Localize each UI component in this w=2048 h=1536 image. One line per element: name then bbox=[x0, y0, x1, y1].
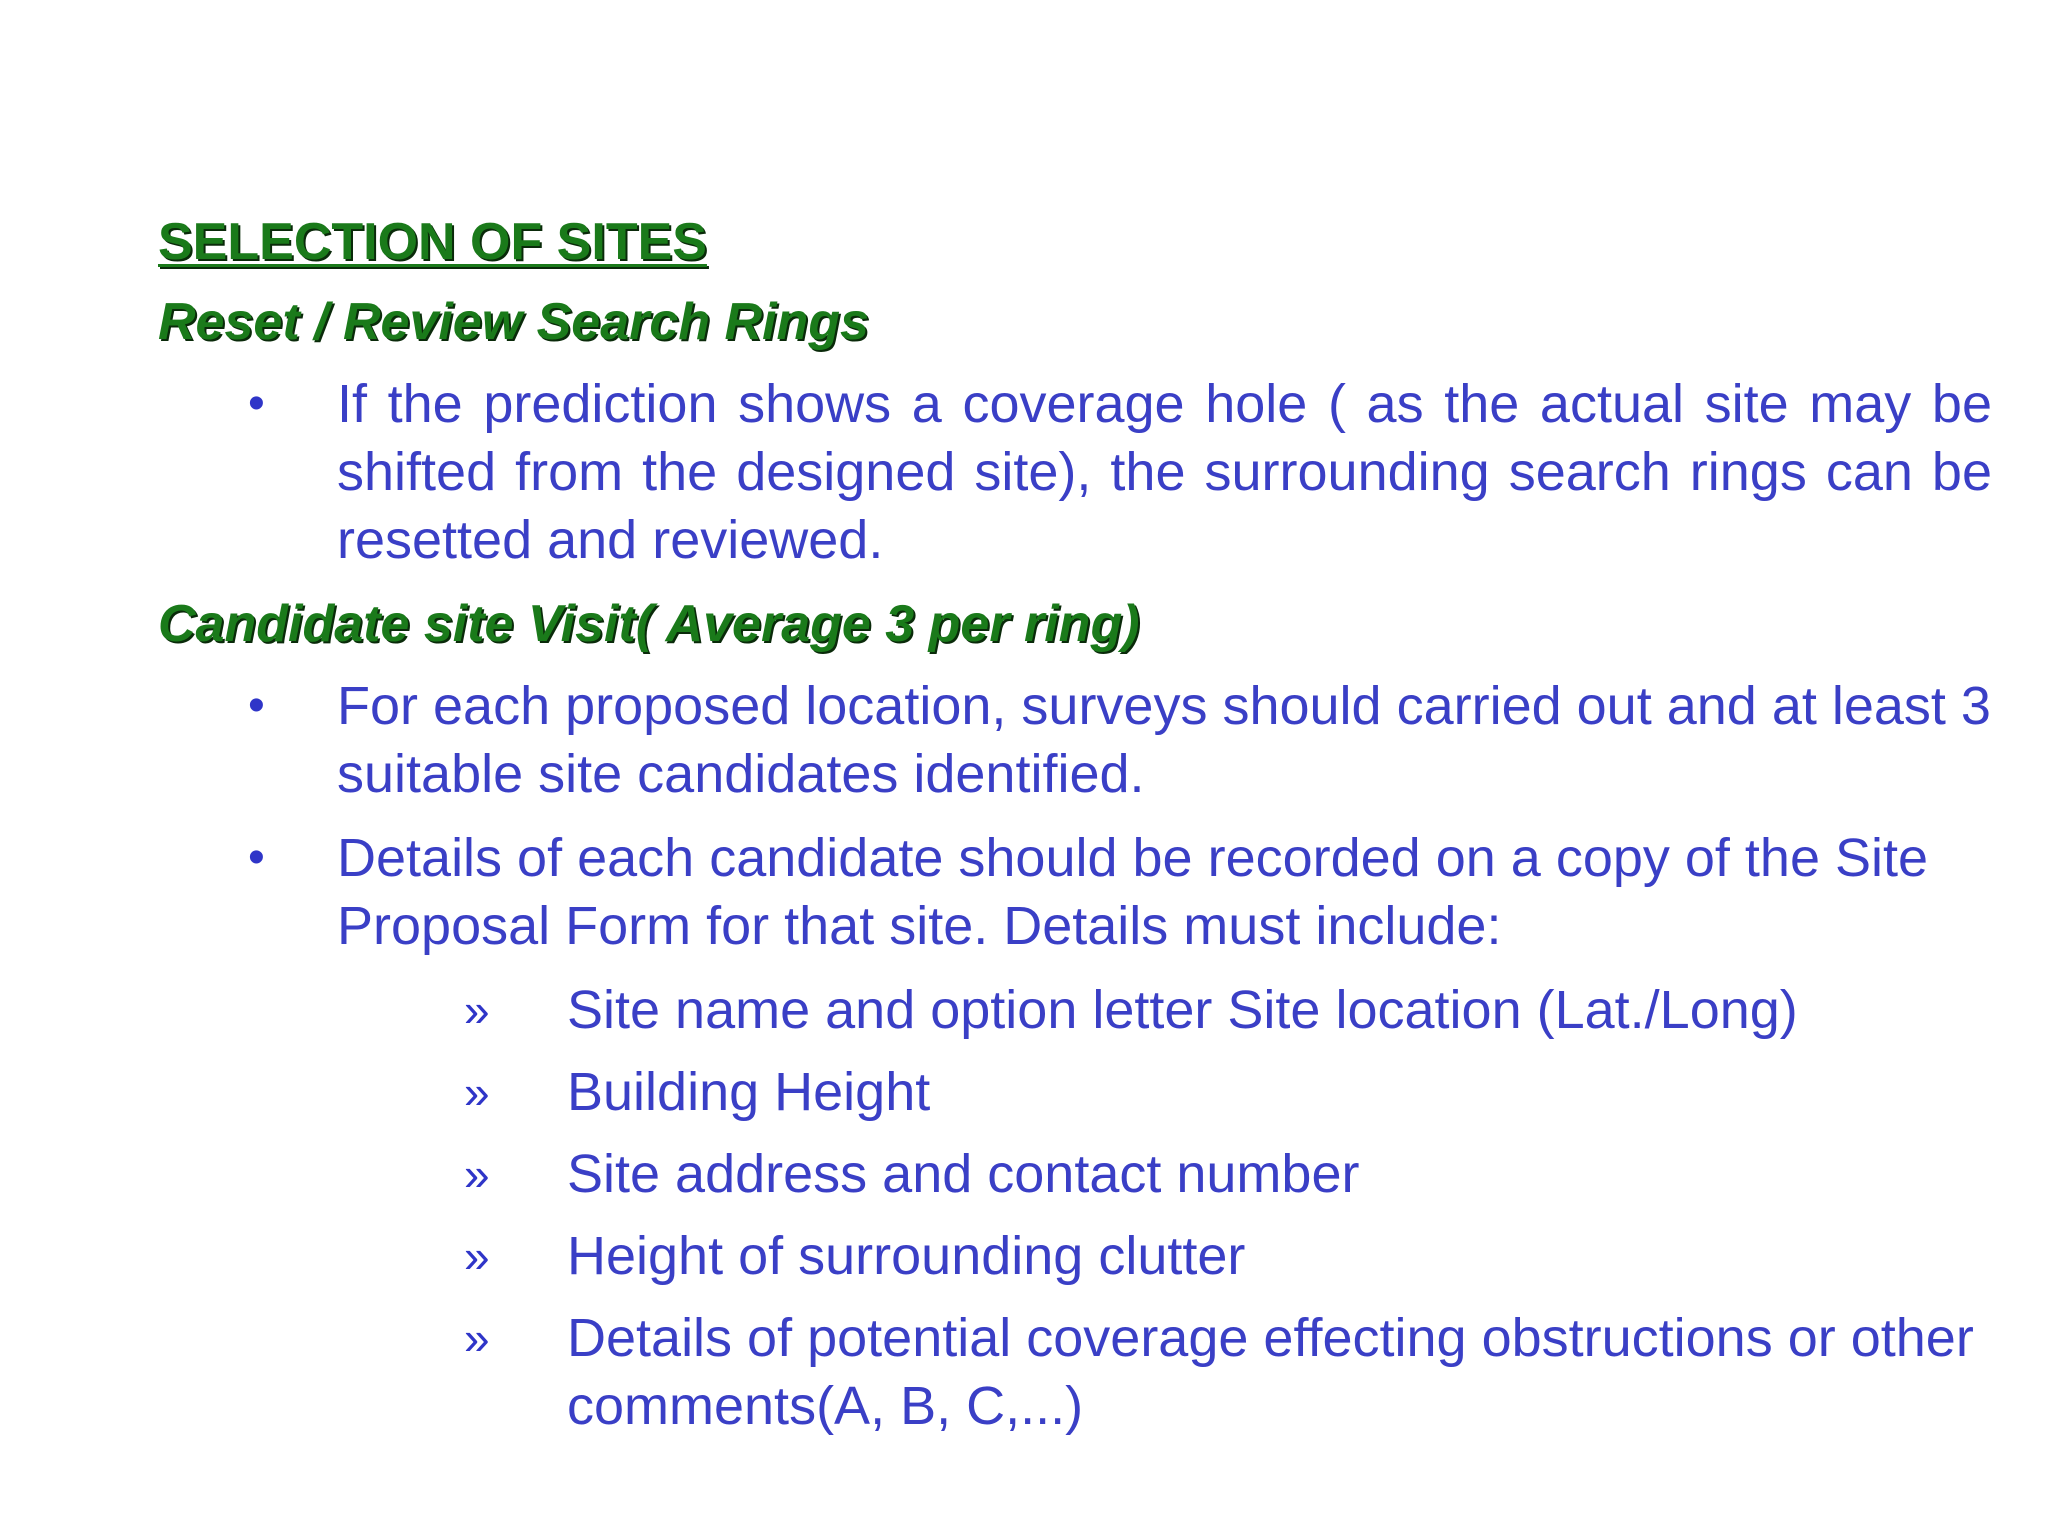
bullet-icon: • bbox=[248, 831, 265, 884]
sub-item-text: Site address and contact number bbox=[567, 1144, 1360, 1204]
sub-bullet-icon: » bbox=[464, 1230, 490, 1282]
sub-item-text: Height of surrounding clutter bbox=[567, 1226, 1246, 1286]
bullet-text: If the prediction shows a coverage hole ( as the actual site may be shifted from the designed site), the surrounding search rings can be resetted and reviewed. bbox=[337, 374, 1992, 570]
slide-title: SELECTION OF SITES bbox=[158, 213, 707, 271]
sub-bullet-icon: » bbox=[464, 1066, 490, 1118]
sub-bullet-icon: » bbox=[464, 984, 490, 1036]
bullet-icon: • bbox=[248, 679, 265, 732]
bullet-icon: • bbox=[248, 377, 265, 430]
sub-item-text: Details of potential coverage effecting obstructions or other comments(A, B, C,...) bbox=[567, 1308, 1974, 1436]
section-heading-candidate-visit: Candidate site Visit( Average 3 per ring) bbox=[158, 595, 1140, 653]
bullet-text: Details of each candidate should be recorded on a copy of the Site Proposal Form for that site. Details must include: bbox=[337, 828, 1929, 956]
section-heading-search-rings: Reset / Review Search Rings bbox=[158, 293, 869, 351]
bullet-text: For each proposed location, surveys should carried out and at least 3 suitable site candidates identified. bbox=[337, 676, 1991, 804]
sub-bullet-icon: » bbox=[464, 1312, 490, 1364]
sub-item-text: Site name and option letter Site location (Lat./Long) bbox=[567, 980, 1798, 1040]
sub-bullet-icon: » bbox=[464, 1148, 490, 1200]
sub-item-text: Building Height bbox=[567, 1062, 931, 1122]
